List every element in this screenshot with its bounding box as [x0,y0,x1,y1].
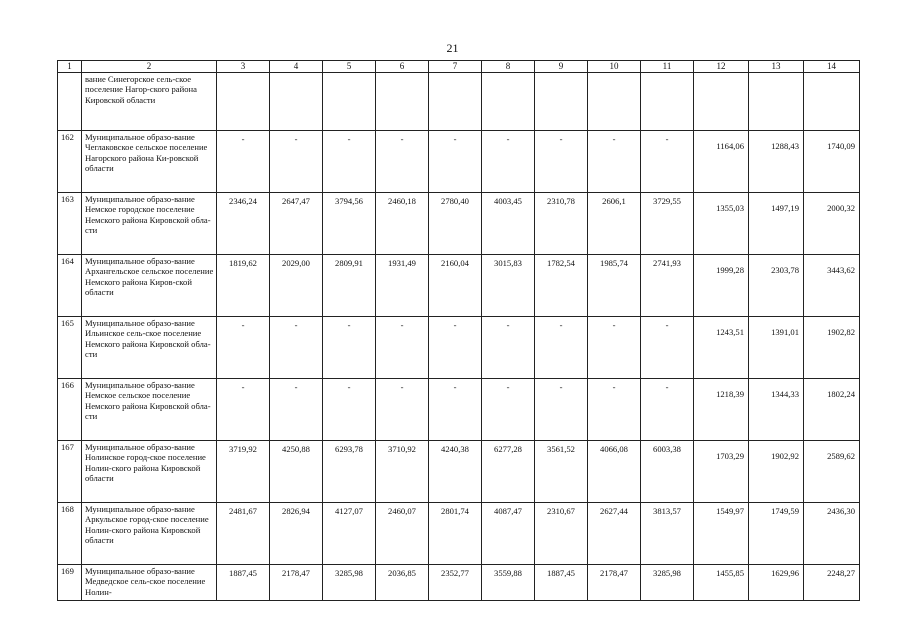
header-cell: 8 [482,61,535,73]
row-number [58,73,82,131]
value-cell: 1802,24 [804,379,860,441]
value-cell [482,73,535,131]
row-number: 168 [58,503,82,565]
value-cell: 3285,98 [641,565,694,601]
value-cell: - [482,131,535,193]
header-cell: 4 [270,61,323,73]
value-cell [323,73,376,131]
value-cell: 2160,04 [429,255,482,317]
value-cell: - [641,131,694,193]
value-cell [641,73,694,131]
header-cell: 6 [376,61,429,73]
value-cell: - [270,317,323,379]
value-cell: 6293,78 [323,441,376,503]
value-cell: 4087,47 [482,503,535,565]
value-cell: 1355,03 [694,193,749,255]
value-cell: 2310,67 [535,503,588,565]
value-cell: - [588,317,641,379]
row-number: 164 [58,255,82,317]
municipality-name: Муниципальное образо-вание Ильинское сель-ское поселение Немского района Кировской обла-сти [82,317,217,379]
value-cell [588,73,641,131]
value-cell: 1902,82 [804,317,860,379]
municipality-name: Муниципальное образо-вание Аркульское город-ское поселение Нолин-ского района Кировской области [82,503,217,565]
value-cell: 3794,56 [323,193,376,255]
value-cell: 1740,09 [804,131,860,193]
value-cell: 1703,29 [694,441,749,503]
value-cell: 2801,74 [429,503,482,565]
value-cell [270,73,323,131]
value-cell: - [270,379,323,441]
table-row [58,317,860,379]
value-cell: - [323,317,376,379]
value-cell: - [641,379,694,441]
value-cell: 1999,28 [694,255,749,317]
value-cell: 2809,91 [323,255,376,317]
header-cell: 3 [217,61,270,73]
row-number: 167 [58,441,82,503]
header-cell: 1 [58,61,82,73]
table-row [58,193,860,255]
table-row [58,73,860,131]
value-cell: - [323,379,376,441]
value-cell [217,73,270,131]
municipality-name: Муниципальное образо-вание Медведское сель-ское поселение Нолин- [82,565,217,601]
value-cell: 1497,19 [749,193,804,255]
value-cell [804,73,860,131]
value-cell: 2352,77 [429,565,482,601]
row-number: 163 [58,193,82,255]
value-cell: - [429,379,482,441]
value-cell: 2000,32 [804,193,860,255]
value-cell: 4127,07 [323,503,376,565]
value-cell: 2647,47 [270,193,323,255]
value-cell: 6277,28 [482,441,535,503]
value-cell: 3559,88 [482,565,535,601]
value-cell: 2178,47 [588,565,641,601]
value-cell: 2029,00 [270,255,323,317]
row-number: 165 [58,317,82,379]
value-cell: 4240,38 [429,441,482,503]
value-cell [429,73,482,131]
value-cell: 1218,39 [694,379,749,441]
value-cell: - [429,131,482,193]
value-cell: 1243,51 [694,317,749,379]
table-row [58,503,860,565]
value-cell: - [217,317,270,379]
municipality-name: Муниципальное образо-вание Архангельское сельское поселение Немского района Киров-ской области [82,255,217,317]
value-cell: 2741,93 [641,255,694,317]
value-cell: - [535,131,588,193]
row-number: 169 [58,565,82,601]
value-cell: 1887,45 [535,565,588,601]
value-cell: 2589,62 [804,441,860,503]
value-cell: 4250,88 [270,441,323,503]
value-cell: 1288,43 [749,131,804,193]
data-table [57,60,860,601]
value-cell: - [535,317,588,379]
value-cell: 3443,62 [804,255,860,317]
value-cell: 3719,92 [217,441,270,503]
value-cell: 2036,85 [376,565,429,601]
value-cell: - [535,379,588,441]
value-cell: 2178,47 [270,565,323,601]
value-cell: 1549,97 [694,503,749,565]
value-cell: 1782,54 [535,255,588,317]
header-cell: 13 [749,61,804,73]
municipality-name: Муниципальное образо-вание Немское сельское поселение Немского района Кировской обла-сти [82,379,217,441]
table-row [58,131,860,193]
value-cell: 2481,67 [217,503,270,565]
value-cell: 4066,08 [588,441,641,503]
value-cell: - [376,317,429,379]
municipality-name: Муниципальное образо-вание Нолинское город-ское поселение Нолин-ского района Кировской области [82,441,217,503]
municipality-name: Муниципальное образо-вание Чеглаковское сельское поселение Нагорского района Ки-ровской области [82,131,217,193]
value-cell: 1629,96 [749,565,804,601]
row-number: 166 [58,379,82,441]
value-cell: 2346,24 [217,193,270,255]
value-cell [376,73,429,131]
header-cell: 10 [588,61,641,73]
table-row [58,441,860,503]
value-cell: - [482,317,535,379]
value-cell: - [588,131,641,193]
header-cell: 5 [323,61,376,73]
value-cell: 1455,85 [694,565,749,601]
value-cell: 1344,33 [749,379,804,441]
value-cell: 6003,38 [641,441,694,503]
value-cell: 2826,94 [270,503,323,565]
value-cell: 2780,40 [429,193,482,255]
value-cell [694,73,749,131]
value-cell: 1902,92 [749,441,804,503]
value-cell: - [323,131,376,193]
value-cell: 1164,06 [694,131,749,193]
value-cell: 3285,98 [323,565,376,601]
value-cell: 2460,18 [376,193,429,255]
value-cell: 2303,78 [749,255,804,317]
value-cell: 1887,45 [217,565,270,601]
value-cell: 2248,27 [804,565,860,601]
value-cell: - [376,379,429,441]
value-cell: 2460,07 [376,503,429,565]
value-cell: 1985,74 [588,255,641,317]
value-cell: 1931,49 [376,255,429,317]
value-cell: 3710,92 [376,441,429,503]
table-row [58,565,860,601]
value-cell: 3729,55 [641,193,694,255]
value-cell: - [217,131,270,193]
header-cell: 11 [641,61,694,73]
row-number: 162 [58,131,82,193]
municipality-name: вание Синегорское сель-ское поселение Нагор-ского района Кировской области [82,73,217,131]
value-cell: - [482,379,535,441]
value-cell [535,73,588,131]
value-cell: - [376,131,429,193]
value-cell: - [588,379,641,441]
header-row [58,61,860,73]
value-cell: 1749,59 [749,503,804,565]
page-number: 21 [446,41,459,55]
value-cell [749,73,804,131]
municipality-name: Муниципальное образо-вание Немское городское поселение Немского района Кировской обла-сти [82,193,217,255]
table-row [58,255,860,317]
value-cell: 3561,52 [535,441,588,503]
value-cell: 2310,78 [535,193,588,255]
value-cell: 3813,57 [641,503,694,565]
value-cell: 2436,30 [804,503,860,565]
header-cell: 9 [535,61,588,73]
value-cell: 1819,62 [217,255,270,317]
value-cell: - [641,317,694,379]
value-cell: - [270,131,323,193]
value-cell: 2627,44 [588,503,641,565]
value-cell: 4003,45 [482,193,535,255]
value-cell: - [217,379,270,441]
header-cell: 2 [82,61,217,73]
header-cell: 12 [694,61,749,73]
header-cell: 7 [429,61,482,73]
value-cell: - [429,317,482,379]
value-cell: 1391,01 [749,317,804,379]
table-row [58,379,860,441]
header-cell: 14 [804,61,860,73]
value-cell: 2606,1 [588,193,641,255]
value-cell: 3015,83 [482,255,535,317]
